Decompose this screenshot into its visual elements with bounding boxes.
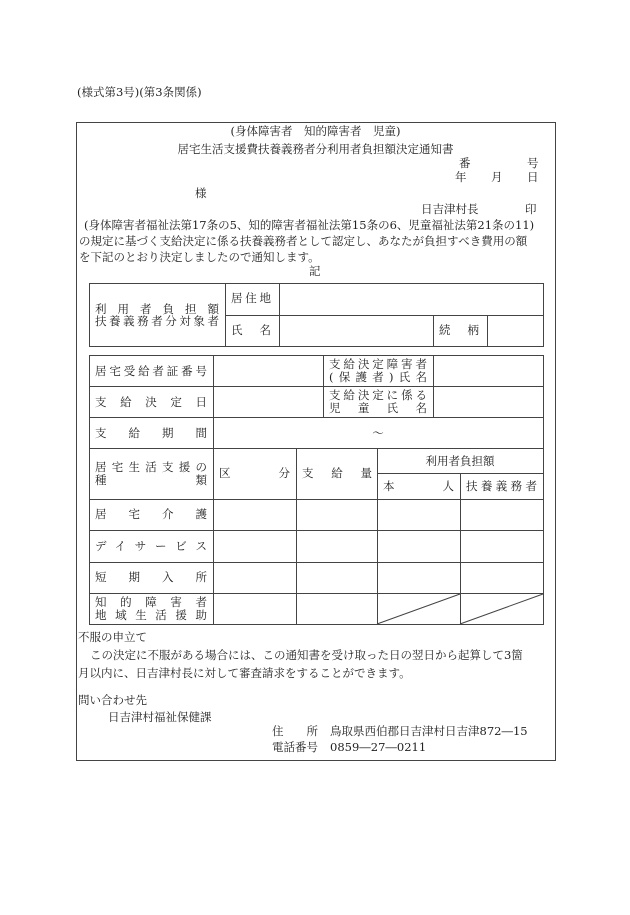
contact-department: 日吉津村福祉保健課 (108, 710, 212, 724)
issuer: 日吉津村長 (421, 202, 479, 216)
form-reference: (様式第3号)(第3条関係) (77, 85, 202, 99)
amount-header: 支給量 (302, 466, 372, 480)
name-label: 氏名 (231, 323, 271, 337)
body-line: を下記のとおり決定しましたので通知します。 (79, 250, 320, 264)
date-day: 日 (527, 170, 539, 184)
target-label: 扶養義務者分対象者 (95, 314, 219, 328)
appeal-text: この決定に不服がある場合には、この通知書を受け取った日の翌日から起算して3箇 (90, 648, 523, 662)
residence-label: 居住地 (231, 291, 271, 305)
row-label-day-service: デイサービス (95, 539, 207, 553)
appeal-heading: 不服の申立て (78, 630, 147, 644)
row-label-group-home: 地域生活援助 (95, 608, 207, 622)
period-separator: ～ (372, 426, 384, 440)
date-year: 年 (455, 170, 467, 184)
service-type-label: 居宅生活支援の (95, 460, 207, 474)
document-title: 居宅生活支援費扶養義務者分利用者負担額決定通知書 (177, 142, 454, 156)
date-month: 月 (491, 170, 503, 184)
service-type-label: 種類 (95, 473, 207, 487)
diagonal-slash (460, 594, 543, 624)
guardian-label: (保護者)氏名 (329, 370, 427, 384)
diagonal-slash (377, 594, 460, 624)
number-label: 番 (459, 156, 471, 170)
phone-value: 0859―27―0211 (330, 740, 427, 754)
addressee-suffix: 様 (195, 186, 207, 200)
category-header: 区分 (219, 466, 290, 480)
relation-label: 続柄 (439, 323, 479, 337)
guardian-label: 支給決定障害者 (329, 357, 427, 371)
self-header: 本人 (383, 479, 454, 493)
category-line: (身体障害者 知的障害者 児童) (230, 124, 401, 138)
address-label: 住 所 (272, 724, 318, 738)
appeal-text: 月以内に、日吉津村長に対して審査請求をすることができます。 (78, 666, 411, 680)
row-label-home-care: 居宅介護 (95, 507, 207, 521)
row-label-group-home: 知的障害者 (95, 595, 207, 609)
body-line: (身体障害者福祉法第17条の5、知的障害者福祉法第15条の6、児童福祉法第21条の11) (84, 218, 535, 232)
supporter-header: 扶養義務者 (466, 479, 537, 493)
child-label: 児童氏名 (329, 401, 427, 415)
row-label-short-stay: 短期入所 (95, 570, 207, 584)
cert-number-label: 居宅受給者証番号 (95, 364, 207, 378)
contact-heading: 問い合わせ先 (78, 693, 147, 707)
child-label: 支給決定に係る (329, 388, 427, 402)
body-line: の規定に基づく支給決定に係る扶養義務者として認定し、あなたが負担すべき費用の額 (79, 234, 528, 248)
phone-label: 電話番号 (272, 740, 318, 754)
period-label: 支給期間 (95, 426, 207, 440)
seal-mark: 印 (525, 202, 537, 216)
number-suffix: 号 (527, 156, 539, 170)
burden-header: 利用者負担額 (425, 454, 495, 468)
target-label: 利用者負担額 (95, 302, 219, 316)
address-value: 鳥取県西伯郡日吉津村日吉津872―15 (330, 724, 528, 738)
decision-date-label: 支給決定日 (95, 395, 207, 409)
ki-heading: 記 (309, 264, 321, 278)
